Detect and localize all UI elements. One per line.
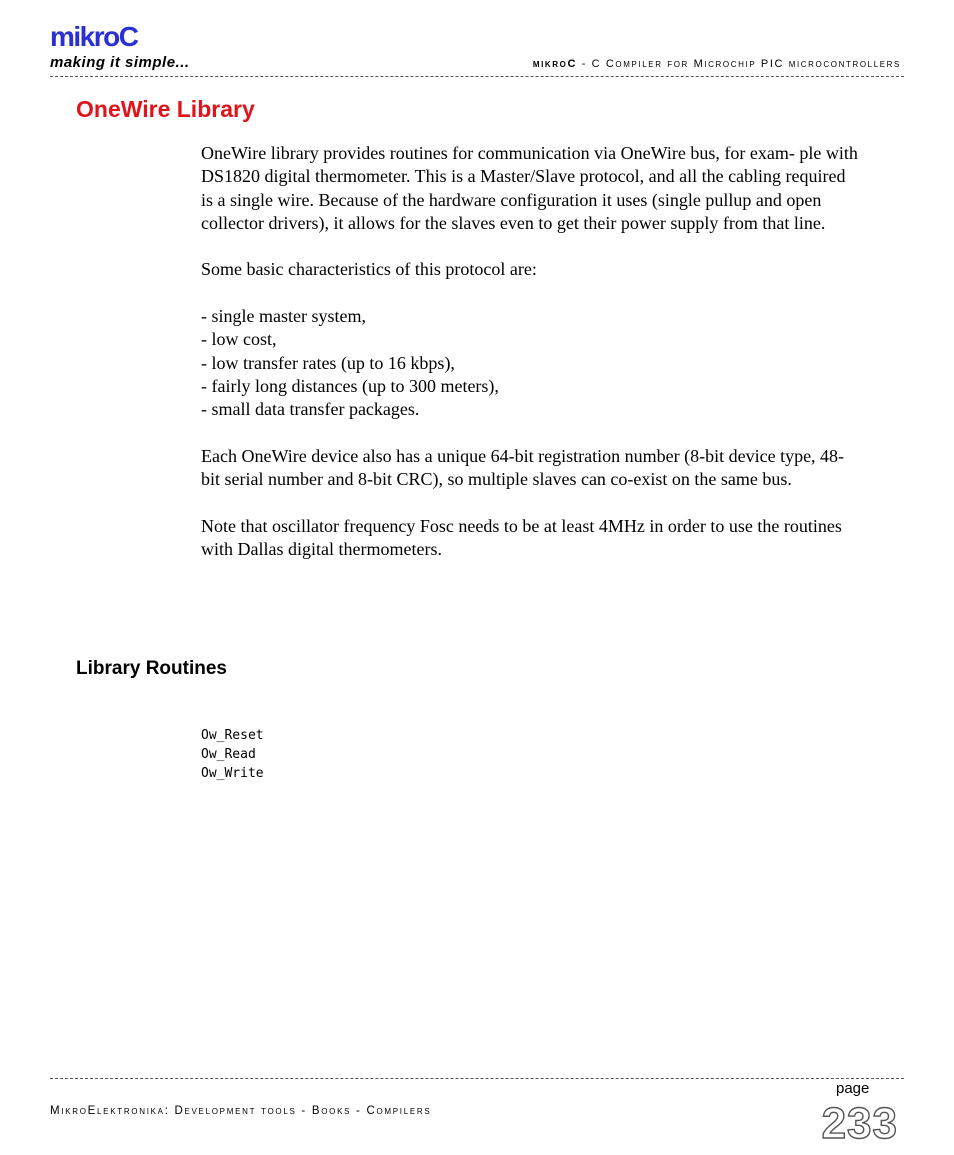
routine-item: Ow_Write — [201, 766, 264, 781]
characteristics-intro: Some basic characteristics of this protocol are: — [201, 259, 537, 280]
note-paragraph: Note that oscillator frequency Fosc needs to be at least 4MHz in order to use the routines with Dallas digital thermometers. — [201, 515, 842, 560]
page-number: 233 — [821, 1099, 898, 1148]
body-text — [201, 142, 861, 561]
header-title-text: - C Compiler for Microchip PIC microcontrollers — [577, 58, 901, 70]
list-item: - low cost, — [201, 329, 277, 350]
footer-text: MikroElektronika: Development tools - Books - Compilers — [50, 1105, 432, 1117]
list-item: - low transfer rates (up to 16 kbps), — [201, 352, 455, 373]
header-divider — [50, 76, 904, 77]
routine-item: Ow_Read — [201, 747, 256, 762]
mikroc-logo: mikroC — [50, 21, 138, 52]
routines-list — [201, 726, 264, 783]
list-item: - fairly long distances (up to 300 meters), — [201, 375, 499, 396]
routine-item: Ow_Reset — [201, 728, 264, 743]
registration-paragraph: Each OneWire device also has a unique 64-bit registration number (8-bit device type, 48-bit serial number and 8-bit CRC), so multiple slaves can co-exist on the same bus. — [201, 445, 845, 490]
intro-paragraph: OneWire library provides routines for communication via OneWire bus, for exam- ple with DS1820 digital thermometer. This is a Master/Slave protocol, and all the cabling required is a single wire. Because of the hardware configuration it uses (single pullup and open collector drivers), it allows for the slaves even to get their power supply from that line. — [201, 143, 858, 233]
list-item: - small data transfer packages. — [201, 399, 420, 420]
page-label: page — [836, 1080, 870, 1097]
list-item: - single master system, — [201, 306, 366, 327]
header-brand: mikroC — [532, 58, 578, 70]
routines-heading: Library Routines — [76, 658, 227, 679]
section-title: OneWire Library — [76, 96, 255, 122]
tagline: making it simple... — [50, 54, 190, 71]
running-header — [533, 58, 901, 70]
footer-divider — [50, 1078, 904, 1079]
